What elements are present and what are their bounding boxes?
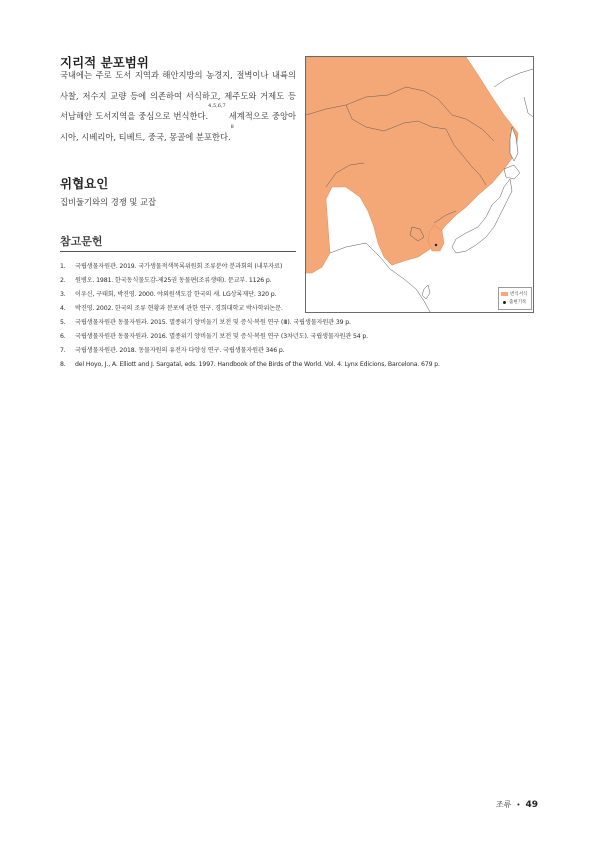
distribution-heading: 지리적 분포범위 bbox=[60, 55, 149, 70]
legend-label: 출현기록 bbox=[509, 300, 527, 305]
occurrence-dot bbox=[435, 244, 437, 246]
reference-number: 7. bbox=[60, 347, 66, 354]
coastline-north bbox=[494, 69, 533, 87]
citation-sup-a: 4,5,6,7 bbox=[208, 103, 226, 109]
reference-item bbox=[60, 262, 305, 271]
map-legend bbox=[498, 287, 532, 310]
legend-swatch bbox=[501, 292, 508, 296]
reference-text: 국립생물자원관 동물자원과. 2015. 멸종위기 양비둘기 보전 및 증식·복원 연구 (Ⅲ). 국립생물자원관 39 p. bbox=[75, 319, 351, 326]
legend-item-breeding bbox=[501, 290, 529, 298]
reference-text: 국립생물자원관. 2019. 국가생물적색목록위원회 조류분야 분과회의 (내부자료) bbox=[75, 263, 283, 270]
reference-number: 6. bbox=[60, 333, 66, 340]
distribution-map-svg bbox=[306, 57, 533, 312]
legend-dot bbox=[503, 301, 506, 304]
reference-number: 2. bbox=[60, 277, 66, 284]
legend-label: 번식서식 bbox=[510, 292, 528, 297]
page-number: 49 bbox=[525, 799, 538, 810]
distribution-map bbox=[305, 56, 534, 313]
reference-number: 4. bbox=[60, 305, 66, 312]
citation-sup-b: 8 bbox=[230, 123, 234, 130]
reference-number: 8. bbox=[60, 361, 66, 368]
reference-item bbox=[60, 318, 540, 327]
hokkaido-outline bbox=[504, 165, 520, 179]
reference-text: 이우신, 구태회, 박진영. 2000. 야외원색도감 한국의 새. LG상록재단. 320 p. bbox=[75, 291, 277, 298]
distribution-text-b: 세계적으로 중앙아시아, 시베리아, 티베트, 중국, 몽골에 분포한다. bbox=[60, 111, 296, 142]
threats-heading: 위협요인 bbox=[60, 176, 109, 191]
distribution-text-a: 국내에는 주로 도서 지역과 해안지방의 농경지, 절벽이나 내륙의 사찰, 저수지 교량 등에 의존하여 서식하고, 제주도와 거제도 등 서남해안 도서지역을 중심으로 번식한다. bbox=[60, 70, 296, 121]
threats-text: 집비둘기와의 경쟁 및 교잡 bbox=[60, 197, 157, 207]
reference-item bbox=[60, 332, 540, 341]
reference-text: 원병오. 1981. 한국동식물도감-제25권 동물편(조류생태). 문교부. 1126 p. bbox=[75, 277, 272, 284]
references-divider bbox=[60, 251, 296, 252]
taiwan-outline bbox=[422, 285, 430, 299]
reference-number: 1. bbox=[60, 263, 66, 270]
reference-item bbox=[60, 346, 540, 355]
reference-number: 3. bbox=[60, 291, 66, 298]
kamchatka-outline bbox=[524, 97, 533, 117]
footer-separator: • bbox=[516, 800, 521, 809]
reference-item bbox=[60, 360, 540, 369]
reference-number: 5. bbox=[60, 319, 66, 326]
page-footer bbox=[496, 799, 538, 810]
footer-section: 조류 bbox=[495, 800, 512, 809]
breeding-range-main bbox=[306, 57, 518, 273]
reference-item bbox=[60, 304, 305, 313]
references-heading: 참고문헌 bbox=[60, 235, 103, 248]
reference-text: del Hoyo, J., A. Elliott and J. Sargatal, eds. 1997. Handbook of the Birds of the World. Vol. 4. Lynx Edicions, Barcelona. 679 p. bbox=[75, 361, 440, 368]
reference-text: 국립생물자원관 동물자원과. 2016. 멸종위기 양비둘기 보전 및 증식·복원 연구 (3차년도). 국립생물자원관 54 p. bbox=[75, 333, 368, 340]
reference-text: 박진영. 2002. 한국의 조류 현황과 분포에 관한 연구. 경희대학교 박사학위논문. bbox=[75, 305, 283, 312]
legend-item-occurrence bbox=[501, 298, 529, 306]
distribution-text bbox=[60, 65, 296, 147]
reference-text: 국립생물자원관. 2018. 동물자원의 유전자 다양성 연구. 국립생물자원관 346 p. bbox=[75, 347, 285, 354]
